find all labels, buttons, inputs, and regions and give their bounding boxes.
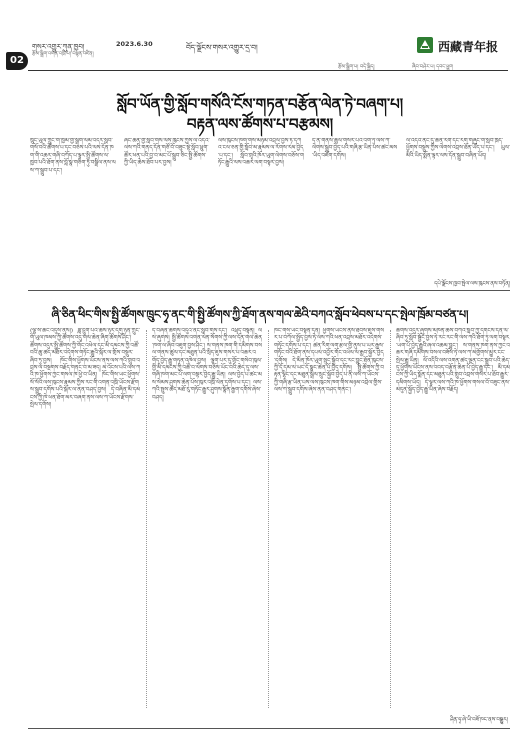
article2-column: ཚོགས་འདུར་ཞུགས་མཁན་ཚོས་བཀའ་སློབ་ཀྱི་དགོངས་དོན་ལ་ཞིབ་ཏུ་སློབ་སྦྱོང་བྱས་ཏེ་རང་རང་གི་ལས་ཀའི་ཐོག་ཏུ་ལག་བསྟར་ཡག་པོ་བྱེད་རྒྱུའི་ཞལ་འཆམ་བྱུང་། ས་གནས་ཁག་ནས་ཀྱང་འཆར་གཞི་དམིགས་བསལ་བཟོས་ཏེ་ལས་ཀ་མགྱོགས་མྱུར་ངང་སྤེལ་རྒྱུ་ཡིན། ལོ་འདིའི་ལས་འགན་ཚད་ལྡན་ངང་སྒྲུབ་པའི་ཆེད་དུ་ཕྱོགས་ཡོངས་ནས་འབད་བརྩོན་ཆེན་པོ་བྱེད་རྒྱུ་དང་། མི་དམངས་ཀྱི་ཡིད་སྨོན་དང་མཐུན་པའི་གྲུབ་འབྲས་གསར་པ་ཐོབ་རྒྱུར་དམིགས་ཡོད། དེ་ལྟར་ལས་ཀའི་ཁ་ཕྱོགས་གསལ་བོ་བཟུང་ནས་མདུན་སྐྱོད་བྱེད་རྒྱུ་ཡིན་ཞེས་བརྗོད། (396, 328, 510, 394)
logo-emblem-icon (416, 36, 434, 54)
article1-column: ཞིང་ཆེན་གྱི་སློབ་གསོ་ལས་ཁུངས་ཀྱིས་ལོ་འདིའི་ལས་ཀའི་གནད་དོན་གཙོ་བོ་བཟུང་སྟེ་སློབ་ཕྲུག་ཚོར་ཕན་པའི་བྱ་བ་མང་པོ་སྒྲུབ་ཅིང་སྤྱི་ཚོགས་ཀྱི་ཡིད་ཆེས་ཐོབ་པར་བྱས། (124, 138, 210, 167)
article2-headline: ཞི་ཅིན་ཕིང་གིས་སྤྱི་ཚོགས་ཁྲུང་ཧྭ་ནང་གི་སྤྱི་ཚོགས་ཀྱི་ཐོག་ནས་གལ་ཆེའི་བཀའ་སློབ་ཕེབས་པ་དང་སྤེལ་ཁྲོམ་བཙན་པ། (51, 308, 469, 321)
article1-headline-line1: སློབ་ཡོན་གྱི་སློབ་གསོའི་ངོས་གཏན་བརྩོན་ལེན་ཏེ་བཞག་པ། (116, 95, 404, 113)
header-title: བོད་ལྗོངས་གསར་འགྱུར་དྲ་བ། (186, 43, 258, 52)
column-separator (146, 330, 147, 708)
article2-column: དེ་བཞིན་ཚོགས་འདུའི་ནང་སློབ་གསོ་དང་། འཕྲོད་བསྟེན། ལས་ཞུགས། སྤྱི་ཚོགས་འགན་ལེན་སོགས་ཀྱི་ལས་དོན་གལ་ཆེན་ཁག་ལ་ཞིབ་འཇུག་བྱས་ཤིང་། ས་གནས་ཁག་གི་དམིགས་བསལ་གནས་ཚུལ་དང་མཐུན་པའི་སྲིད་ཇུས་གསར་པ་འཆར་འགོད་བྱེད་རྒྱུ་གཏན་འཁེལ་བྱས། ལྷག་པར་དུ་གྲོང་གསེབ་ཁུལ་གྱི་མི་དམངས་ཀྱི་འཚོ་བ་ལེགས་བཅོས་ཡོང་བའི་ཆེད་དུ་ལས་གཞི་ཁག་མང་པོ་ལག་བསྟར་བྱེད་རྒྱུ་ཡིན། ལས་བྱེད་པ་ཚང་མས་སེམས་ཤུགས་ཆེན་པོས་ཁུར་འཁྲི་ལེན་དགོས་པ་དང་། ལས་ཀའི་སྤུས་ཚད་མཐོ་རུ་གཏོང་རྒྱུར་ཤུགས་སྣོན་རྒྱག་དགོས་ཞེས་བཤད། (152, 328, 262, 401)
article1-column: ལོ་འདིའི་ནང་དུ་ཚན་རིག་དང་རིག་གཞུང་གི་སློབ་ཁྲིད་ཕྱོགས་བསྡུས་ཀྱིས་ལེགས་འབྲས་ཐོན་ཡོད་པ་དང་། ཡུལ་མིའི་ཡིད་སྨོན་ལྟར་ལས་དོན་སྒྲུབ་བཞིན་ཡོད། (406, 138, 510, 159)
article2-byline: ཤིན་ཧྭ་ཞེ་ཡི་བཟོ་ཁང་ནས་བསྒྱུར། (450, 717, 508, 723)
editor-credit-2: རྩོམ་སྒྲིག་པ། བདེ་སྐྱིད། (338, 64, 375, 70)
editor-credit: རྩོམ་སྒྲིག་འགན་འཁྲི་པ། བསྟན་འཛིན། (32, 51, 94, 57)
article-divider (28, 290, 510, 291)
issue-date: 2023.6.30 (116, 40, 153, 48)
section-label: གསར་འགྱུར་ཀུན་ཁྱབ། (32, 43, 85, 51)
article1-column: ལས་ཁུངས་ཁག་གིས་མཉམ་འབྲེལ་བྱས་ཏེ་དཀའ་ངལ་ཅན་གྱི་སློབ་མ་རྣམས་ལ་རོགས་རམ་བྱེད་པ་དང་། སློབ་གྲྭའི་ཁོར་ཡུག་ལེགས་བཅོས་གཏོང་རྒྱུའི་ལས་འཆར་ལག་བསྟར་བྱས། (218, 138, 304, 167)
header-divider (28, 70, 508, 71)
article1-column: དེ་ནི་གནས་ཚུལ་གསར་པའི་འོག་ཏུ་ལས་ཀ་ལེགས་སྒྲུབ་བྱེད་པའི་གཞི་རྩ་ཡིན་པས་ཚང་མས་ཡིད་འཇོག་དགོས། (312, 138, 398, 159)
article2-column: ཁོང་གིས་ཡང་བསྟན་དོན། ཕྱོགས་ཡོངས་ནས་ཐབས་ཇུས་གསར་པ་བཀོལ་སྤྱོད་བྱས་ཏེ་ལས་ཀའི་ཕན་འབྲས་མཐོར་འདེགས་གཏོང་དགོས་པ་དང་། ཚན་རིག་ལག་རྩལ་གྱི་ནུས་པ་ཡར་རྒྱས་གཏོང་བའི་ཐོག་ནས་དཔལ་འབྱོར་གོང་འཕེལ་ལ་རྒྱབ་སྐྱོར་བྱེད་དགོས། དེ་མིན་ཁོར་ཡུག་སྲུང་སྐྱོབ་དང་རང་བྱུང་ཐོན་ཁུངས་ཀྱི་དོ་དམ་ལ་ཡང་དོ་སྣང་ཆེན་པོ་བྱེད་དགོས། སྤྱི་ཚོགས་ཀྱི་བརྟན་ལྷིང་དང་མཐུན་སྒྲིལ་སྲུང་སྐྱོབ་བྱེད་པ་ནི་ལས་ཀ་ཡོངས་ཀྱི་གཞི་རྩ་ཡིན་པས་ལས་ཁུངས་ཁག་གིས་མཉམ་འབྲེལ་གྱིས་ལས་ཀ་སྒྲུབ་དགོས་ཞེས་ནན་བཤད་གནང་། (274, 328, 384, 394)
proofreader-credit: ཞིབ་བཤེར་པ། དབང་ཕྱུག (412, 64, 453, 70)
article2-column: (ལྷ་ས་ཚོང་འདུས་ནས།) ཟླ་དྲུག་པའི་ཚེས་ཉེར་དགུ་ཉིན་ཀྲུང་གོ་ཡུལ་ཁམས་ཀྱི་ཚོགས་འདུ་གལ་ཆེན་ཞིག་ཚོགས་ཤིང་། ཚོགས་འདུར་སྤྱི་ཚོགས་ཀྱི་གོང་འཕེལ་དང་མི་དམངས་ཀྱི་འཚོ་བའི་ཆུ་ཚད་མཐོར་འདེགས་གཏོང་རྒྱུའི་སྐོར་ལ་གྲོས་བསྡུར་ཞིབ་ཏུ་བྱས། ཁོང་གིས་ཕྱོགས་ཡོངས་ནས་ལས་ཀའི་གྲུབ་འབྲས་ལ་བསྔགས་བརྗོད་གནང་བ་མ་ཟད། མ་འོངས་པའི་ལས་ཀའི་ཁ་ཕྱོགས་ཀྱང་གསལ་ཁ་ཕྱེ་བ་ཡིན། ཁོང་གིས་ཡང་ཕྱོགས་སོ་སོའི་ལས་ཁུངས་རྣམས་ཀྱིས་རང་གི་འགན་འཁྲི་ཡོངས་རྫོགས་སྒྲུབ་དགོས་པའི་སྐོར་ལ་ནན་བཤད་བྱས། དེ་བཞིན་མི་དམངས་ཀྱི་ཁེ་ཕན་ཐོག་མར་བཞག་ནས་ལས་ཀ་ཡོངས་རྫོགས་སྤེལ་དགོས། (30, 328, 140, 409)
logo-text: 西藏青年报 (438, 40, 499, 54)
footer-divider (28, 728, 510, 729)
column-separator (390, 330, 391, 708)
article1-headline-line2: བརྟན་ལས་ཚོགས་པ་བརྩམས། (186, 115, 334, 133)
page-number: 02 (6, 52, 28, 70)
column-separator (268, 330, 269, 708)
newspaper-logo (416, 34, 506, 58)
article1-byline: དཔེ་ལྗོངས་ཁྱབ་སྤེལ་ལས་ཁུངས་ནས་བཏོན། (434, 281, 510, 287)
article1-column: ཁྲུང་ཡུལ་ཀྲུང་གོ་ཁྱིམ་གྱི་སྒྲིག་ལམ་འདིར་སློབ་གསོ་བའི་ཚོགས་པ་དང་བཅས་པའི་ལས་དོན་ཁག་གི་འཆར་གཞི་བཀོད་པ་ལྟར་སྤྱི་ཚོགས་ལ་ཁྱབ་པའི་ཐོག་ནས་བློ་སྣ་གཅིག་ཏུ་བསྒྲིལ་ནས་ལས་ཀ་སྒྲུབ་པ་དང་། (30, 138, 116, 174)
